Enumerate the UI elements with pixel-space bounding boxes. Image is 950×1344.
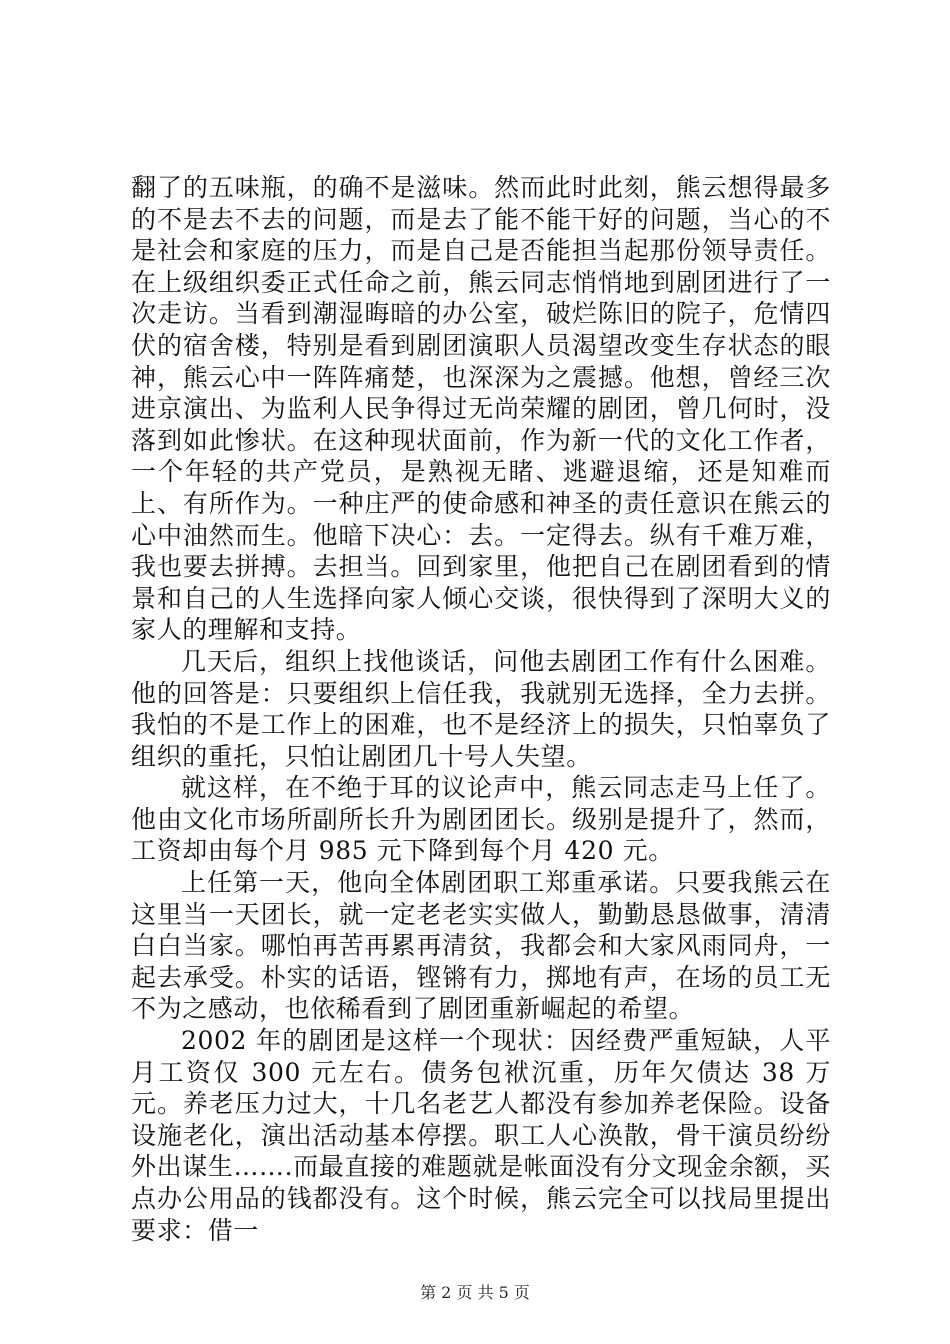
page-footer bbox=[0, 1280, 950, 1303]
paragraph-2: 几天后，组织上找他谈话，问他去剧团工作有什么困难。他的回答是：只要组织上信任我，我就别无选择，全力去拼。我怕的不是工作上的困难，也不是经济上的损失，只怕辜负了组织的重托，只怕让剧团几十号人失望。 bbox=[131, 646, 831, 771]
page-number-label: 第 2 页 共 5 页 bbox=[420, 1283, 530, 1302]
paragraph-4: 上任第一天，他向全体剧团职工郑重承诺。只要我熊云在这里当一天团长，就一定老老实实做人，勤勤恳恳做事，清清白白当家。哪怕再苦再累再清贫，我都会和大家风雨同舟，一起去承受。朴实的话语，铿锵有力，掷地有声，在场的员工无不为之感动，也依稀看到了剧团重新崛起的希望。 bbox=[131, 868, 831, 1024]
paragraph-3: 就这样，在不绝于耳的议论声中，熊云同志走马上任了。他由文化市场所副所长升为剧团团长。级别是提升了，然而，工资却由每个月 985 元下降到每个月 420 元。 bbox=[131, 773, 831, 866]
paragraph-5: 2002 年的剧团是这样一个现状：因经费严重短缺，人平月工资仅 300 元左右。债务包袱沉重，历年欠债达 38 万元。养老压力过大，十几名老艺人都没有参加养老保险。设备设施老化，演出活动基本停摆。职工人心涣散，骨干演员纷纷外出谋生…….而最直接的难题就是帐面没有分文现金余额，买点办公用品的钱都没有。这个时候，熊云完全可以找局里提出要求：借一 bbox=[131, 1026, 831, 1245]
document-body bbox=[131, 172, 831, 1246]
paragraph-1: 翻了的五味瓶，的确不是滋味。然而此时此刻，熊云想得最多的不是去不去的问题，而是去了能不能干好的问题，当心的不是社会和家庭的压力，而是自己是否能担当起那份领导责任。在上级组织委正式任命之前，熊云同志悄悄地到剧团进行了一次走访。当看到潮湿晦暗的办公室，破烂陈旧的院子，危情四伏的宿舍楼，特别是看到剧团演职人员渴望改变生存状态的眼神，熊云心中一阵阵痛楚，也深深为之震撼。他想，曾经三次进京演出、为监利人民争得过无尚荣耀的剧团，曾几何时，没落到如此惨状。在这种现状面前，作为新一代的文化工作者，一个年轻的共产党员，是熟视无睹、逃避退缩，还是知难而上、有所作为。一种庄严的使命感和神圣的责任意识在熊云的心中油然而生。他暗下决心：去。一定得去。纵有千难万难，我也要去拼搏。去担当。回到家里，他把自己在剧团看到的情景和自己的人生选择向家人倾心交谈，很快得到了深明大义的家人的理解和支持。 bbox=[131, 173, 831, 645]
